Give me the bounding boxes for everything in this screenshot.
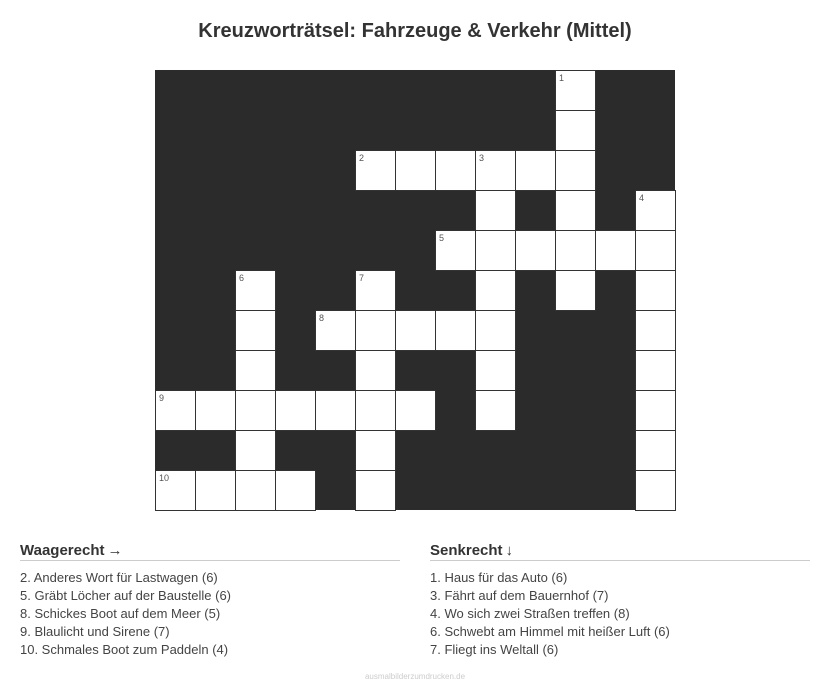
right-arrow-icon: → xyxy=(107,542,123,559)
grid-cell[interactable] xyxy=(555,230,596,271)
clue-number: 1 xyxy=(559,73,565,83)
grid-cell[interactable] xyxy=(555,110,596,151)
grid-cell[interactable] xyxy=(635,270,676,311)
down-clue: 4. Wo sich zwei Straßen treffen (8) xyxy=(430,606,630,621)
grid-cell[interactable] xyxy=(355,270,396,311)
grid-cell[interactable] xyxy=(515,230,556,271)
down-clue: 6. Schwebt am Himmel mit heißer Luft (6) xyxy=(430,624,670,639)
grid-cell[interactable] xyxy=(235,390,276,431)
down-clue: 7. Fliegt ins Weltall (6) xyxy=(430,642,559,657)
grid-cell[interactable] xyxy=(635,190,676,231)
grid-cell[interactable] xyxy=(235,470,276,511)
grid-cell[interactable] xyxy=(275,470,316,511)
grid-cell[interactable] xyxy=(235,270,276,311)
page-title: Kreuzworträtsel: Fahrzeuge & Verkehr (Mittel) xyxy=(198,20,632,42)
down-clue: 3. Fährt auf dem Bauernhof (7) xyxy=(430,588,609,603)
footer-watermark: ausmalbilderzumdrucken.de xyxy=(364,672,466,681)
across-clue: 9. Blaulicht und Sirene (7) xyxy=(20,624,170,639)
down-heading-label: Senkrecht xyxy=(430,542,503,559)
down-arrow-icon: ↓ xyxy=(505,542,514,559)
grid-cell[interactable] xyxy=(635,350,676,391)
grid-cell[interactable] xyxy=(155,390,196,431)
grid-cell[interactable] xyxy=(235,350,276,391)
across-clue: 2. Anderes Wort für Lastwagen (6) xyxy=(20,570,218,585)
clue-number: 9 xyxy=(159,393,165,403)
crossword-grid xyxy=(155,70,675,510)
grid-cell[interactable] xyxy=(475,310,516,351)
grid-cell[interactable] xyxy=(195,470,236,511)
grid-cell[interactable] xyxy=(355,390,396,431)
grid-cell[interactable] xyxy=(635,470,676,511)
grid-cell[interactable] xyxy=(555,190,596,231)
across-heading xyxy=(20,542,400,561)
clue-number: 7 xyxy=(359,273,365,283)
grid-cell[interactable] xyxy=(595,230,636,271)
grid-cell[interactable] xyxy=(355,470,396,511)
grid-cell[interactable] xyxy=(635,310,676,351)
down-heading xyxy=(430,542,810,561)
grid-cell[interactable] xyxy=(395,310,436,351)
grid-cell[interactable] xyxy=(315,310,356,351)
across-clue: 10. Schmales Boot zum Paddeln (4) xyxy=(20,642,229,657)
down-clue: 1. Haus für das Auto (6) xyxy=(430,570,568,585)
clue-number: 10 xyxy=(159,473,170,483)
across-clue: 8. Schickes Boot auf dem Meer (5) xyxy=(20,606,221,621)
grid-cell[interactable] xyxy=(635,230,676,271)
clue-number: 5 xyxy=(439,233,445,243)
down-clues-section xyxy=(430,542,810,659)
grid-cell[interactable] xyxy=(155,470,196,511)
clue-number: 2 xyxy=(359,153,365,163)
across-heading-label: Waagerecht xyxy=(20,542,105,559)
grid-cell[interactable] xyxy=(475,390,516,431)
grid-cell[interactable] xyxy=(355,430,396,471)
grid-cell[interactable] xyxy=(635,430,676,471)
grid-cell[interactable] xyxy=(555,70,596,111)
grid-cell[interactable] xyxy=(475,150,516,191)
grid-cell[interactable] xyxy=(395,150,436,191)
clue-number: 3 xyxy=(479,153,485,163)
grid-cell[interactable] xyxy=(355,150,396,191)
grid-cell[interactable] xyxy=(355,350,396,391)
grid-cell[interactable] xyxy=(555,270,596,311)
grid-cell[interactable] xyxy=(555,150,596,191)
grid-cell[interactable] xyxy=(315,390,356,431)
grid-cell[interactable] xyxy=(515,150,556,191)
grid-cell[interactable] xyxy=(195,390,236,431)
grid-cell[interactable] xyxy=(395,390,436,431)
grid-cell[interactable] xyxy=(435,230,476,271)
grid-cell[interactable] xyxy=(275,390,316,431)
across-clues-section xyxy=(20,542,400,659)
grid-cell[interactable] xyxy=(235,430,276,471)
grid-cell[interactable] xyxy=(475,350,516,391)
clue-number: 4 xyxy=(639,193,645,203)
grid-cell[interactable] xyxy=(475,230,516,271)
clue-number: 8 xyxy=(319,313,325,323)
across-clue: 5. Gräbt Löcher auf der Baustelle (6) xyxy=(20,588,232,603)
grid-cell[interactable] xyxy=(635,390,676,431)
grid-cell[interactable] xyxy=(475,270,516,311)
grid-cell[interactable] xyxy=(435,310,476,351)
clue-number: 6 xyxy=(239,273,245,283)
grid-cell[interactable] xyxy=(435,150,476,191)
grid-cell[interactable] xyxy=(355,310,396,351)
grid-cell[interactable] xyxy=(235,310,276,351)
grid-cell[interactable] xyxy=(475,190,516,231)
